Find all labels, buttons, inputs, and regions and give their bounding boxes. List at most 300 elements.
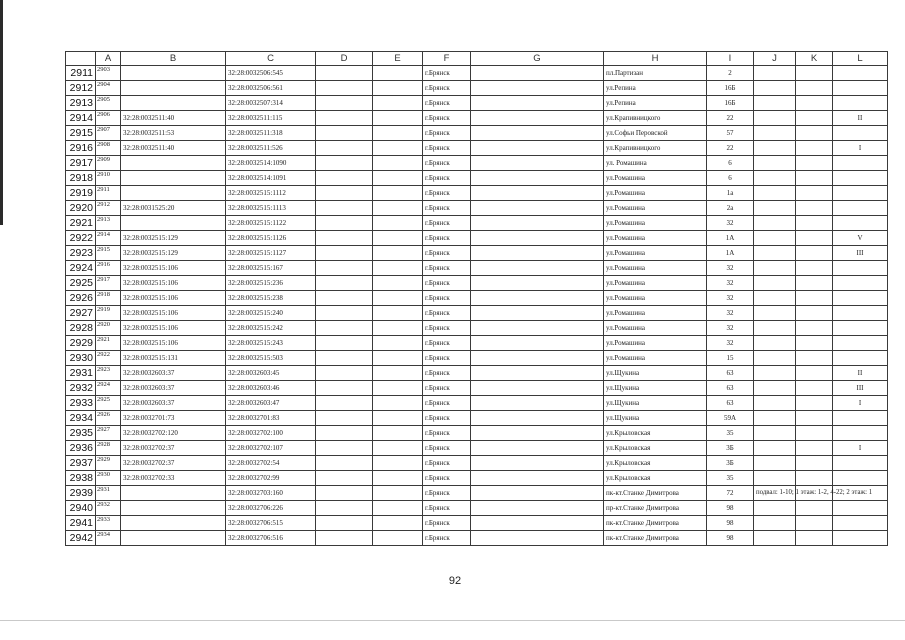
cell-l [833, 426, 888, 441]
cell-l [833, 261, 888, 276]
cell-l [833, 531, 888, 546]
table-row [66, 381, 888, 396]
cell-a: 2931 [96, 486, 121, 501]
cell-f: г.Брянск [423, 261, 471, 276]
cell-b: 32:28:0032603:37 [121, 366, 226, 381]
cell-k [796, 411, 833, 426]
cell-g [471, 291, 604, 306]
cell-a: 2911 [96, 186, 121, 201]
cell-d [316, 351, 373, 366]
cell-d [316, 156, 373, 171]
cell-g [471, 516, 604, 531]
table-row [66, 231, 888, 246]
cell-b [121, 81, 226, 96]
cell-a: 2910 [96, 171, 121, 186]
cell-a: 2934 [96, 531, 121, 546]
cell-k [796, 426, 833, 441]
cell-k [796, 516, 833, 531]
cell-d [316, 111, 373, 126]
cell-b [121, 186, 226, 201]
cell-g [471, 441, 604, 456]
cell-b: 32:28:0032515:131 [121, 351, 226, 366]
cell-i: 98 [707, 501, 754, 516]
cell-b: 32:28:0032515:106 [121, 306, 226, 321]
cell-c: 32:28:0032515:1112 [226, 186, 316, 201]
cell-f: г.Брянск [423, 441, 471, 456]
cell-i: 32 [707, 306, 754, 321]
cell-b: 32:28:0032511:53 [121, 126, 226, 141]
cell-j [754, 96, 796, 111]
row-number: 2924 [66, 261, 96, 276]
cell-g [471, 201, 604, 216]
cell-e [373, 531, 423, 546]
row-number: 2935 [66, 426, 96, 441]
table-row [66, 156, 888, 171]
cell-e [373, 156, 423, 171]
cell-b: 32:28:0032702:37 [121, 441, 226, 456]
cell-k [796, 291, 833, 306]
cell-c: 32:28:0032507:314 [226, 96, 316, 111]
cell-b: 32:28:0032515:106 [121, 321, 226, 336]
table-row [66, 111, 888, 126]
cell-l: V [833, 231, 888, 246]
row-number: 2926 [66, 291, 96, 306]
row-number: 2921 [66, 216, 96, 231]
cell-c: 32:28:0032515:503 [226, 351, 316, 366]
cell-k [796, 276, 833, 291]
cell-a: 2914 [96, 231, 121, 246]
cell-c: 32:28:0032703:160 [226, 486, 316, 501]
cell-k [796, 396, 833, 411]
cell-a: 2917 [96, 276, 121, 291]
cell-e [373, 306, 423, 321]
cell-b [121, 501, 226, 516]
row-number: 2912 [66, 81, 96, 96]
row-number: 2940 [66, 501, 96, 516]
cell-k [796, 531, 833, 546]
cell-g [471, 351, 604, 366]
cell-e [373, 366, 423, 381]
cell-c: 32:28:0032506:561 [226, 81, 316, 96]
row-number: 2939 [66, 486, 96, 501]
column-header: G [471, 52, 604, 66]
cell-l [833, 81, 888, 96]
row-number: 2914 [66, 111, 96, 126]
cell-h: ул.Щукина [604, 396, 707, 411]
cell-i: 1а [707, 186, 754, 201]
cell-e [373, 66, 423, 81]
table-row [66, 366, 888, 381]
cell-g [471, 411, 604, 426]
cell-g [471, 261, 604, 276]
cell-k [796, 471, 833, 486]
cell-l [833, 216, 888, 231]
cell-i: 32 [707, 291, 754, 306]
cell-a: 2929 [96, 456, 121, 471]
cell-b: 32:28:0032511:40 [121, 141, 226, 156]
cell-i: 1А [707, 231, 754, 246]
table-row [66, 516, 888, 531]
cell-c: 32:28:0032603:46 [226, 381, 316, 396]
cell-b [121, 531, 226, 546]
cell-f: г.Брянск [423, 411, 471, 426]
cell-j [754, 261, 796, 276]
cell-k [796, 111, 833, 126]
cell-f: г.Брянск [423, 291, 471, 306]
cell-g [471, 231, 604, 246]
table-row [66, 96, 888, 111]
cell-i: 15 [707, 351, 754, 366]
cell-f: г.Брянск [423, 201, 471, 216]
cell-f: г.Брянск [423, 246, 471, 261]
row-number: 2915 [66, 126, 96, 141]
cell-b: 32:28:0032702:120 [121, 426, 226, 441]
cell-g [471, 216, 604, 231]
cell-e [373, 336, 423, 351]
cell-h: ул.Ромашина [604, 216, 707, 231]
row-number: 2934 [66, 411, 96, 426]
cell-a: 2928 [96, 441, 121, 456]
cell-d [316, 381, 373, 396]
table-row [66, 486, 888, 501]
cell-h: пк-кт.Станке Димитрова [604, 516, 707, 531]
column-header: K [796, 52, 833, 66]
cell-c: 32:28:0032511:318 [226, 126, 316, 141]
cell-f: г.Брянск [423, 426, 471, 441]
cell-c: 32:28:0032514:1090 [226, 156, 316, 171]
table-row [66, 216, 888, 231]
row-number: 2911 [66, 66, 96, 81]
row-number: 2916 [66, 141, 96, 156]
cell-a: 2921 [96, 336, 121, 351]
cell-a: 2907 [96, 126, 121, 141]
row-number: 2941 [66, 516, 96, 531]
table-body [66, 66, 888, 546]
row-number: 2917 [66, 156, 96, 171]
cell-h: ул.Софьи Перовской [604, 126, 707, 141]
cell-h: пл.Партизан [604, 66, 707, 81]
cell-l: I [833, 141, 888, 156]
cell-d [316, 246, 373, 261]
cell-b [121, 66, 226, 81]
row-number: 2936 [66, 441, 96, 456]
cell-a: 2927 [96, 426, 121, 441]
cell-g [471, 156, 604, 171]
cell-k [796, 81, 833, 96]
cell-j [754, 501, 796, 516]
column-header: I [707, 52, 754, 66]
cell-c: 32:28:0032706:515 [226, 516, 316, 531]
cell-b: 32:28:0032515:106 [121, 336, 226, 351]
cell-l [833, 126, 888, 141]
cell-k [796, 201, 833, 216]
cell-d [316, 456, 373, 471]
table-row [66, 186, 888, 201]
cell-d [316, 396, 373, 411]
cell-f: г.Брянск [423, 351, 471, 366]
cell-k [796, 156, 833, 171]
cell-k [796, 216, 833, 231]
cell-k [796, 246, 833, 261]
cell-f: г.Брянск [423, 171, 471, 186]
cell-c: 32:28:0032511:115 [226, 111, 316, 126]
cell-h: ул.Ромашина [604, 336, 707, 351]
cell-h: ул.Крыловская [604, 441, 707, 456]
cell-l [833, 96, 888, 111]
cell-f: г.Брянск [423, 216, 471, 231]
cell-b [121, 156, 226, 171]
table-row [66, 306, 888, 321]
cell-l: III [833, 246, 888, 261]
cell-g [471, 171, 604, 186]
cell-j [754, 411, 796, 426]
cell-i: 2а [707, 201, 754, 216]
row-number: 2925 [66, 276, 96, 291]
row-number: 2930 [66, 351, 96, 366]
cell-b: 32:28:0032515:129 [121, 246, 226, 261]
cell-i: 63 [707, 366, 754, 381]
cell-k [796, 441, 833, 456]
cell-b: 32:28:0032603:37 [121, 396, 226, 411]
cell-a: 2912 [96, 201, 121, 216]
cell-b [121, 96, 226, 111]
cell-j [754, 81, 796, 96]
cell-a: 2922 [96, 351, 121, 366]
cell-c: 32:28:0032511:526 [226, 141, 316, 156]
cell-j [754, 471, 796, 486]
cell-e [373, 186, 423, 201]
cell-h: ул.Ромашина [604, 351, 707, 366]
cell-k [796, 171, 833, 186]
cell-l: I [833, 441, 888, 456]
cell-f: г.Брянск [423, 111, 471, 126]
cell-d [316, 96, 373, 111]
cell-h: ул.Крыловская [604, 471, 707, 486]
cell-j: подвал: 1-10; 1 этаж: 1-2, 4-22; 2 этаж: 1 [754, 486, 796, 501]
table-row [66, 276, 888, 291]
row-number: 2937 [66, 456, 96, 471]
cell-d [316, 321, 373, 336]
cell-h: ул.Ромашина [604, 291, 707, 306]
cell-j [754, 321, 796, 336]
cell-i: 32 [707, 321, 754, 336]
cell-j [754, 441, 796, 456]
cell-f: г.Брянск [423, 456, 471, 471]
cell-d [316, 441, 373, 456]
row-number: 2929 [66, 336, 96, 351]
cell-e [373, 471, 423, 486]
cell-d [316, 486, 373, 501]
column-header: C [226, 52, 316, 66]
cell-h: ул.Репина [604, 81, 707, 96]
cell-g [471, 486, 604, 501]
cell-i: 22 [707, 141, 754, 156]
row-number: 2919 [66, 186, 96, 201]
cell-j [754, 111, 796, 126]
table-row [66, 396, 888, 411]
cell-a: 2933 [96, 516, 121, 531]
table-row [66, 81, 888, 96]
cell-c: 32:28:0032702:100 [226, 426, 316, 441]
cell-j [754, 351, 796, 366]
row-number: 2928 [66, 321, 96, 336]
cell-b: 32:28:0032515:106 [121, 276, 226, 291]
cell-g [471, 276, 604, 291]
cell-i: 3Б [707, 441, 754, 456]
cell-l [833, 276, 888, 291]
cell-e [373, 411, 423, 426]
scan-edge-bar [0, 0, 3, 225]
table-row [66, 141, 888, 156]
cell-i: 63 [707, 396, 754, 411]
row-number: 2938 [66, 471, 96, 486]
cell-h: ул.Репина [604, 96, 707, 111]
table-row [66, 126, 888, 141]
cell-h: пк-кт.Станке Димитрова [604, 486, 707, 501]
cell-e [373, 81, 423, 96]
cell-g [471, 126, 604, 141]
row-number: 2931 [66, 366, 96, 381]
cell-e [373, 141, 423, 156]
cell-h: пк-кт.Станке Димитрова [604, 531, 707, 546]
cell-h: ул.Щукина [604, 366, 707, 381]
cell-e [373, 441, 423, 456]
cell-d [316, 81, 373, 96]
cell-c: 32:28:0032515:1122 [226, 216, 316, 231]
cell-c: 32:28:0032515:238 [226, 291, 316, 306]
cell-g [471, 501, 604, 516]
cell-b: 32:28:0032603:37 [121, 381, 226, 396]
cell-i: 16Б [707, 81, 754, 96]
cell-f: г.Брянск [423, 186, 471, 201]
cell-d [316, 201, 373, 216]
cell-d [316, 306, 373, 321]
column-header: H [604, 52, 707, 66]
cell-a: 2913 [96, 216, 121, 231]
cell-b: 32:28:0032515:106 [121, 261, 226, 276]
cell-j [754, 246, 796, 261]
cell-h: ул.Щукина [604, 411, 707, 426]
cell-b [121, 171, 226, 186]
cell-a: 2924 [96, 381, 121, 396]
table-row [66, 441, 888, 456]
cell-j [754, 366, 796, 381]
cell-l [833, 351, 888, 366]
cell-e [373, 351, 423, 366]
cell-f: г.Брянск [423, 156, 471, 171]
cell-b: 32:28:0032701:73 [121, 411, 226, 426]
cell-f: г.Брянск [423, 486, 471, 501]
cell-e [373, 291, 423, 306]
cell-h: ул.Крыловская [604, 456, 707, 471]
cell-k [796, 141, 833, 156]
cell-j [754, 291, 796, 306]
cell-b: 32:28:0031525:20 [121, 201, 226, 216]
column-header-row [66, 52, 888, 66]
cell-a: 2926 [96, 411, 121, 426]
cell-j [754, 276, 796, 291]
cell-d [316, 291, 373, 306]
cell-i: 63 [707, 381, 754, 396]
cell-l [833, 336, 888, 351]
cell-c: 32:28:0032514:1091 [226, 171, 316, 186]
cell-k [796, 186, 833, 201]
cell-l: III [833, 381, 888, 396]
row-number: 2922 [66, 231, 96, 246]
cell-l [833, 411, 888, 426]
cell-j [754, 126, 796, 141]
cell-c: 32:28:0032515:167 [226, 261, 316, 276]
cell-j [754, 171, 796, 186]
cell-a: 2916 [96, 261, 121, 276]
cell-j [754, 381, 796, 396]
cell-j [754, 516, 796, 531]
cell-i: 22 [707, 111, 754, 126]
table-row [66, 246, 888, 261]
cell-a: 2932 [96, 501, 121, 516]
cell-a: 2923 [96, 366, 121, 381]
cell-i: 3Б [707, 456, 754, 471]
cell-j [754, 456, 796, 471]
cell-g [471, 396, 604, 411]
cell-k [796, 321, 833, 336]
table-row [66, 456, 888, 471]
cell-k [796, 381, 833, 396]
cell-e [373, 171, 423, 186]
cell-i: 1А [707, 246, 754, 261]
cell-c: 32:28:0032603:47 [226, 396, 316, 411]
cell-i: 59А [707, 411, 754, 426]
cell-l [833, 306, 888, 321]
cell-b: 32:28:0032515:129 [121, 231, 226, 246]
row-number: 2933 [66, 396, 96, 411]
cell-d [316, 516, 373, 531]
cell-i: 6 [707, 156, 754, 171]
cell-j [754, 141, 796, 156]
cell-f: г.Брянск [423, 231, 471, 246]
cell-l [833, 456, 888, 471]
cell-g [471, 81, 604, 96]
cell-k [796, 456, 833, 471]
cell-l: II [833, 366, 888, 381]
cell-e [373, 276, 423, 291]
cell-d [316, 336, 373, 351]
cell-l [833, 66, 888, 81]
column-header: L [833, 52, 888, 66]
cell-l: I [833, 396, 888, 411]
cell-e [373, 501, 423, 516]
cell-i: 16Б [707, 96, 754, 111]
table-row [66, 426, 888, 441]
cell-a: 2925 [96, 396, 121, 411]
cell-c: 32:28:0032515:1113 [226, 201, 316, 216]
cell-e [373, 321, 423, 336]
cell-h: ул.Щукина [604, 381, 707, 396]
cell-g [471, 321, 604, 336]
cell-d [316, 471, 373, 486]
row-number: 2918 [66, 171, 96, 186]
row-number: 2927 [66, 306, 96, 321]
cell-i: 2 [707, 66, 754, 81]
cell-i: 32 [707, 261, 754, 276]
cell-f: г.Брянск [423, 96, 471, 111]
cell-f: г.Брянск [423, 471, 471, 486]
cell-d [316, 411, 373, 426]
cell-k [796, 366, 833, 381]
cell-d [316, 231, 373, 246]
cell-f: г.Брянск [423, 336, 471, 351]
cell-j [754, 156, 796, 171]
